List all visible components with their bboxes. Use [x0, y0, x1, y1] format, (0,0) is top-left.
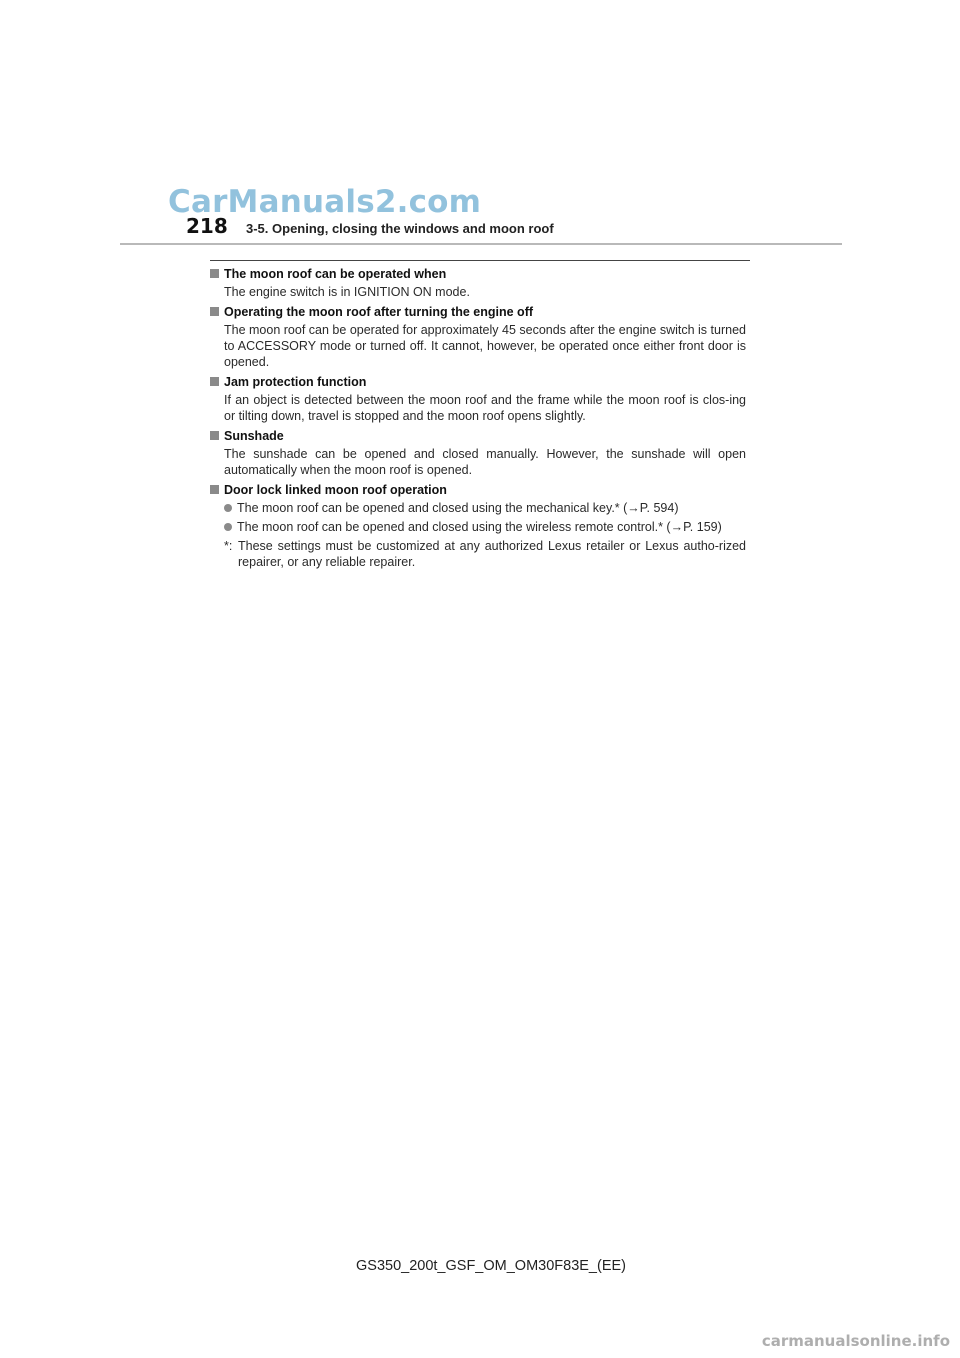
page-number: 218 — [186, 214, 228, 238]
item-sunshade — [210, 428, 746, 478]
item-operation-conditions — [210, 266, 746, 300]
list-item — [210, 519, 746, 535]
watermark-logo: CarManuals2.com — [168, 184, 482, 220]
content-rule — [210, 260, 750, 261]
item-body: If an object is detected between the moon roof and the frame while the moon roof is clos-ing or tilting down, travel is stopped and the moon roof opens slightly. — [224, 393, 746, 423]
bullet-text: The moon roof can be opened and closed using the wireless remote control.* (→P. 159) — [237, 520, 722, 534]
item-after-engine-off — [210, 304, 746, 370]
item-title: Door lock linked moon roof operation — [224, 483, 447, 497]
content-area — [210, 266, 746, 574]
item-body: The sunshade can be opened and closed manually. However, the sunshade will open automatically when the moon roof is opened. — [224, 447, 746, 477]
item-title: The moon roof can be operated when — [224, 267, 447, 281]
model-code: GS350_200t_GSF_OM_OM30F83E_(EE) — [356, 1258, 626, 1274]
item-title: Operating the moon roof after turning the engine off — [224, 305, 534, 319]
item-body: The engine switch is in IGNITION ON mode. — [224, 285, 470, 299]
section-title: 3-5. Opening, closing the windows and moon roof — [246, 221, 554, 236]
item-title: Sunshade — [224, 429, 284, 443]
list-item — [210, 500, 746, 516]
square-bullet-icon — [210, 307, 219, 316]
footnote — [210, 538, 746, 570]
square-bullet-icon — [210, 269, 219, 278]
square-bullet-icon — [210, 485, 219, 494]
round-bullet-icon — [224, 523, 232, 531]
header-rule — [120, 243, 842, 245]
item-door-lock-linked — [210, 482, 746, 570]
footnote-text: These settings must be customized at any authorized Lexus retailer or Lexus autho-rized repairer, or any reliable repairer. — [238, 539, 746, 569]
square-bullet-icon — [210, 431, 219, 440]
item-title: Jam protection function — [224, 375, 367, 389]
item-body: The moon roof can be operated for approximately 45 seconds after the engine switch is turned to ACCESSORY mode or turned off. It cannot, however, be operated once either front door is opened. — [224, 323, 746, 369]
square-bullet-icon — [210, 377, 219, 386]
item-jam-protection — [210, 374, 746, 424]
footer-watermark: carmanualsonline.info — [761, 1332, 950, 1350]
footnote-mark: *: — [224, 539, 233, 553]
bullet-text: The moon roof can be opened and closed using the mechanical key.* (→P. 594) — [237, 501, 679, 515]
round-bullet-icon — [224, 504, 232, 512]
